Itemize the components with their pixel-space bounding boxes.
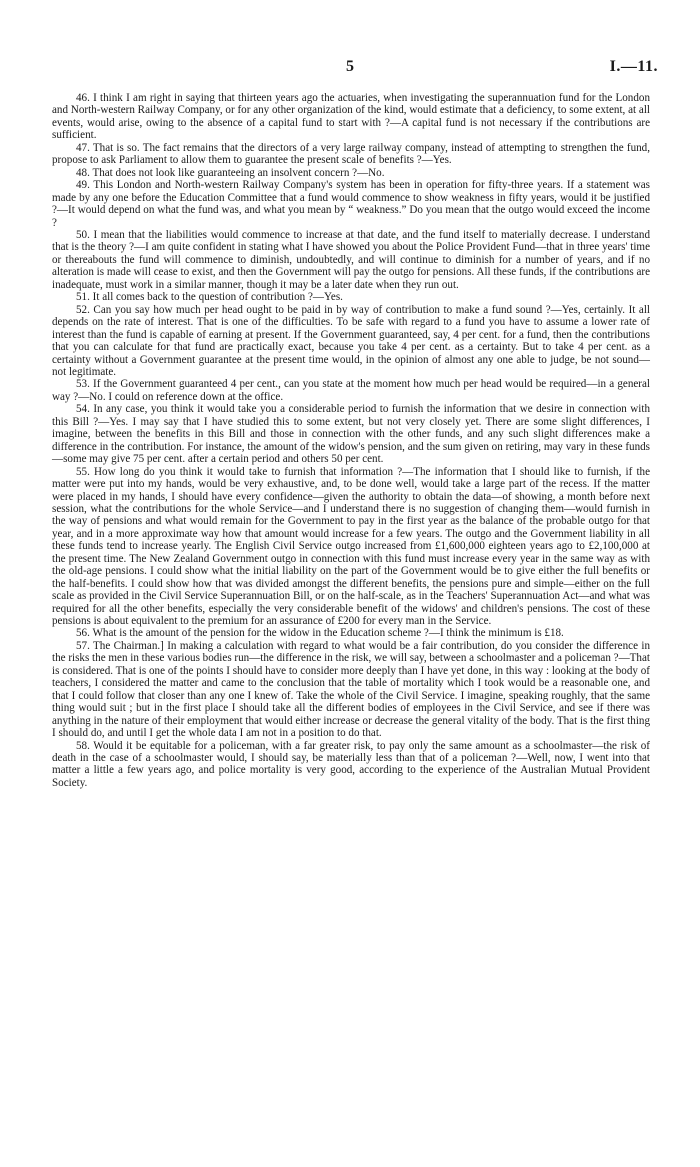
paragraph-50: 50. I mean that the liabilities would commence to increase at that date, and the fund itself to materially decrease. I understand that is the theory ?—I am quite confident in stating what I have showed you about the Police Provident Fund—that in three years' time or thereabouts the fund will commence to diminish, undoubtedly, and will continue to diminish for a number of years, and if no alteration is made will cease to exist, and then the Government will pay the outgo for pensions. All these funds, if the contributions are inadequate, must work in a similar manner, though it may be a later date when they run out. — [52, 228, 650, 291]
paragraph-48: 48. That does not look like guaranteeing an insolvent concern ?—No. — [76, 166, 385, 179]
paragraph-58: 58. Would it be equitable for a policeman, with a far greater risk, to pay only the same amount as a schoolmaster—the risk of death in the case of a schoolmaster would, I should say, be materially less than that of a policeman ?—Well, now, I went into that matter a little a few years ago, and police mortality is very good, according to the experience of the Australian Mutual Provident Society. — [52, 739, 650, 789]
paragraph-46: 46. I think I am right in saying that thirteen years ago the actuaries, when investigating the superannuation fund for the London and North-western Railway Company, or for any other organization of the kind, would estimate that a deficiency, to some extent, at all events, would arise, owing to the absence of a capital fund to start with ?—A capital fund is not necessary if the contributions are sufficient. — [52, 92, 650, 142]
document-body — [52, 92, 650, 789]
paragraph-51: 51. It all comes back to the question of contribution ?—Yes. — [76, 291, 343, 304]
paragraph-54: 54. In any case, you think it would take you a considerable period to furnish the information that we desire in connection with this Bill ?—Yes. I may say that I have studied this to some extent, but not very closely yet. There are some slight differences, I imagine, between the benefits in this Bill and those in connection with the other funds, and any such slight differences make a difference in the contribution. For instance, the amount of the widow's pension, and the sum given on retiring, may vary in these funds—some may give 75 per cent. after a certain period and others 50 per cent. — [52, 403, 650, 466]
document-reference: I.—11. — [609, 58, 658, 75]
paragraph-47: 47. That is so. The fact remains that the directors of a very large railway company, instead of attempting to strengthen the fund, propose to ask Parliament to allow them to guarantee the present scale of benefits ?—Yes. — [52, 141, 650, 167]
paragraph-55: 55. How long do you think it would take to furnish that information ?—The information that I should like to furnish, if the matter were put into my hands, would be very exhaustive, and, to be done well, would take a large part of the recess. If the matter were placed in my hands, I should have every confidence—given the authority to obtain the data—of showing, a month before next session, what the contributions for the whole Service—and I understand there is no suggestion of changing them—would furnish in the way of pensions and what would remain for the Government to pay in the first year as the balance of the probable outgo for that year, and in a more approximate way how that amount would increase for a few years. The outgo and the Government liability in all these funds tend to increase yearly. The English Civil Service outgo increased from £1,600,000 eighteen years ago to £2,100,000 at the present time. The New Zealand Government outgo in connection with this fund must increase every year in the same way as with the old-age pensions. I could show what the initial liability on the part of the Government would be to give either the full benefits or the half-benefits. I could show how that was divided amongst the different benefits, the pensions pure and simple—either on the full scale as provided in the Civil Service Superannuation Bill, or on the half-scale, as in the Teachers' Superannuation Act—and what was required for all the other benefits, especially the very considerable benefit of the widows' and children's pensions. The cost of these pensions is about equivalent to the premium for an assurance of £200 for every man in the Service. — [52, 465, 650, 628]
paragraph-49: 49. This London and North-western Railway Company's system has been in operation for fifty-three years. If a statement was made by any one before the Education Committee that a fund would commence to show weakness in fifty years, would it be justified ?—It would depend on what the fund was, and what you mean by “ weakness.” Do you mean that the outgo would exceed the income ? — [52, 179, 650, 229]
paragraph-53: 53. If the Government guaranteed 4 per cent., can you state at the moment how much per head would be required—in a general way ?—No. I could on reference down at the office. — [52, 378, 650, 403]
paragraph-52: 52. Can you say how much per head ought to be paid in by way of contribution to make a fund sound ?—Yes, certainly. It all depends on the rate of interest. That is one of the difficulties. To be safe with regard to a fund you have to assume a lower rate of interest than the fund is capable of earning at present. If the Government guaranteed, say, 4 per cent. for a fund, then the contributions that you can calculate for that fund are practically exact, because you take 4 per cent. as a certainty. But to take 4 per cent. as a certainty without a Government guarantee at the present time would, in the opinion of almost any one able to judge, be not sound—not legitimate. — [52, 303, 650, 378]
page-number: 5 — [346, 58, 354, 75]
paragraph-56: 56. What is the amount of the pension for the widow in the Education scheme ?—I think the minimum is £18. — [76, 627, 564, 640]
paragraph-57: 57. The Chairman.] In making a calculation with regard to what would be a fair contribution, do you consider the difference in the risks the men in these various bodies run—the difference in the risk, we will say, between a schoolmaster and a policeman ?—That is considered. That is one of the points I should have to consider more deeply than I have yet done, in this way : looking at the body of teachers, I considered the matter and came to the conclusion that the table of mortality which I took would be a reasonable one, and that I could follow that closer than any one I knew of. Take the whole of the Civil Service. I imagine, speaking roughly, that the same thing would suit ; but in the first place I should take all the different bodies of employees in the Civil Service, and see if there was anything in the nature of their employment that would either increase or decrease the general vitality of the body. That is the first thing I should do, and until I get the whole data I am not in a position to do that. — [52, 639, 650, 740]
